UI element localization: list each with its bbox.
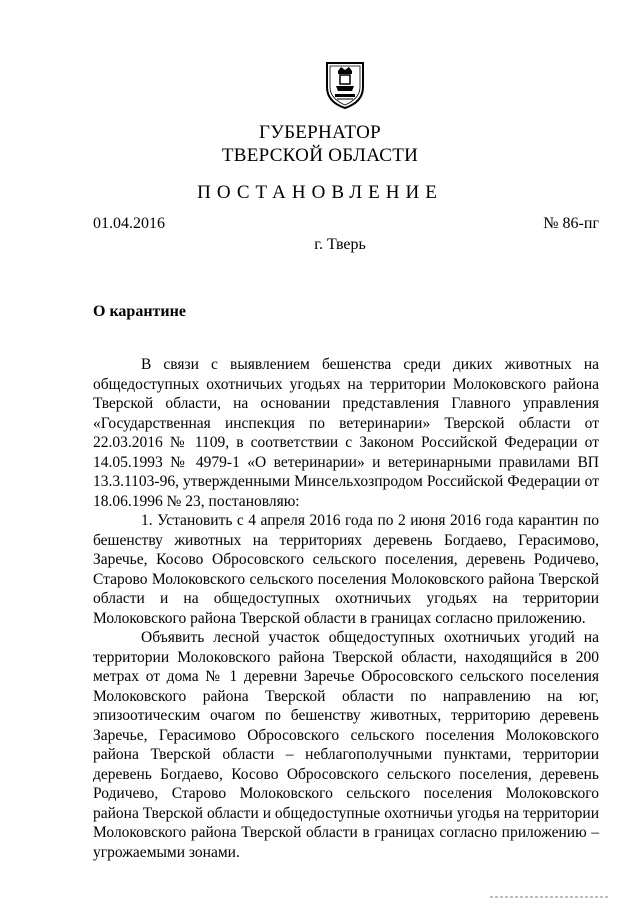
document-subject: О карантине	[93, 303, 186, 320]
document-number: № 86-пг	[543, 215, 599, 232]
authority-region: ТВЕРСКОЙ ОБЛАСТИ	[221, 145, 419, 166]
document-type: ПОСТАНОВЛЕНИЕ	[197, 182, 443, 203]
scan-artifact-line	[490, 894, 610, 900]
document-date: 01.04.2016	[93, 215, 165, 232]
document-city: г. Тверь	[314, 236, 366, 253]
authority-title: ГУБЕРНАТОР	[259, 122, 381, 143]
paragraph-preamble: В связи с выявлением бешенства среди диких животных на общедоступных охотничьих угодьях на территории Молоковского района Тверской области, на основании представления Главного управления «Государственная инспекция по ветеринарии» Тверской области от 22.03.2016 № 1109, в соответствии с Законом Российской Федерации от 14.05.1993 № 4979-1 «О ветеринарии» и ветеринарными правилами ВП 13.3.1103-96, утвержденными Минсельхозпродом Российской Федерации от 18.06.1996 № 23, постановляю:	[93, 356, 599, 510]
document-body	[93, 355, 599, 862]
paragraph-item-1: 1. Установить с 4 апреля 2016 года по 2 июня 2016 года карантин по бешенству животных на территориях деревень Богдаево, Герасимово, Заречье, Косово Обросовского сельского поселения, деревень Родичево, Старово Молоковского сельского поселения Молоковского района Тверской области и на общедоступных охотничьих угодьях на территории Молоковского района Тверской области в границах согласно приложению.	[93, 512, 599, 627]
tver-coat-of-arms-icon	[324, 57, 366, 109]
paragraph-declaration: Объявить лесной участок общедоступных охотничьих угодий на территории Молоковского района Тверской области, находящийся в 200 метрах от дома № 1 деревни Заречье Обросовского сельского поселения Молоковского района Тверской области по направлению на юг, эпизоотическим очагом по бешенству животных, территорию деревень Заречье, Герасимово Обросовского сельского поселения Молоковского района Тверской области – неблагополучными пунктами, территории деревень Богдаево, Косово Обросовского сельского поселения, деревень Родичево, Старово Молоковского сельского поселения Молоковского района Тверской области и общедоступные охотничьи угодья на территории Молоковского района Тверской области в границах согласно приложению – угрожаемыми зонами.	[93, 629, 599, 861]
